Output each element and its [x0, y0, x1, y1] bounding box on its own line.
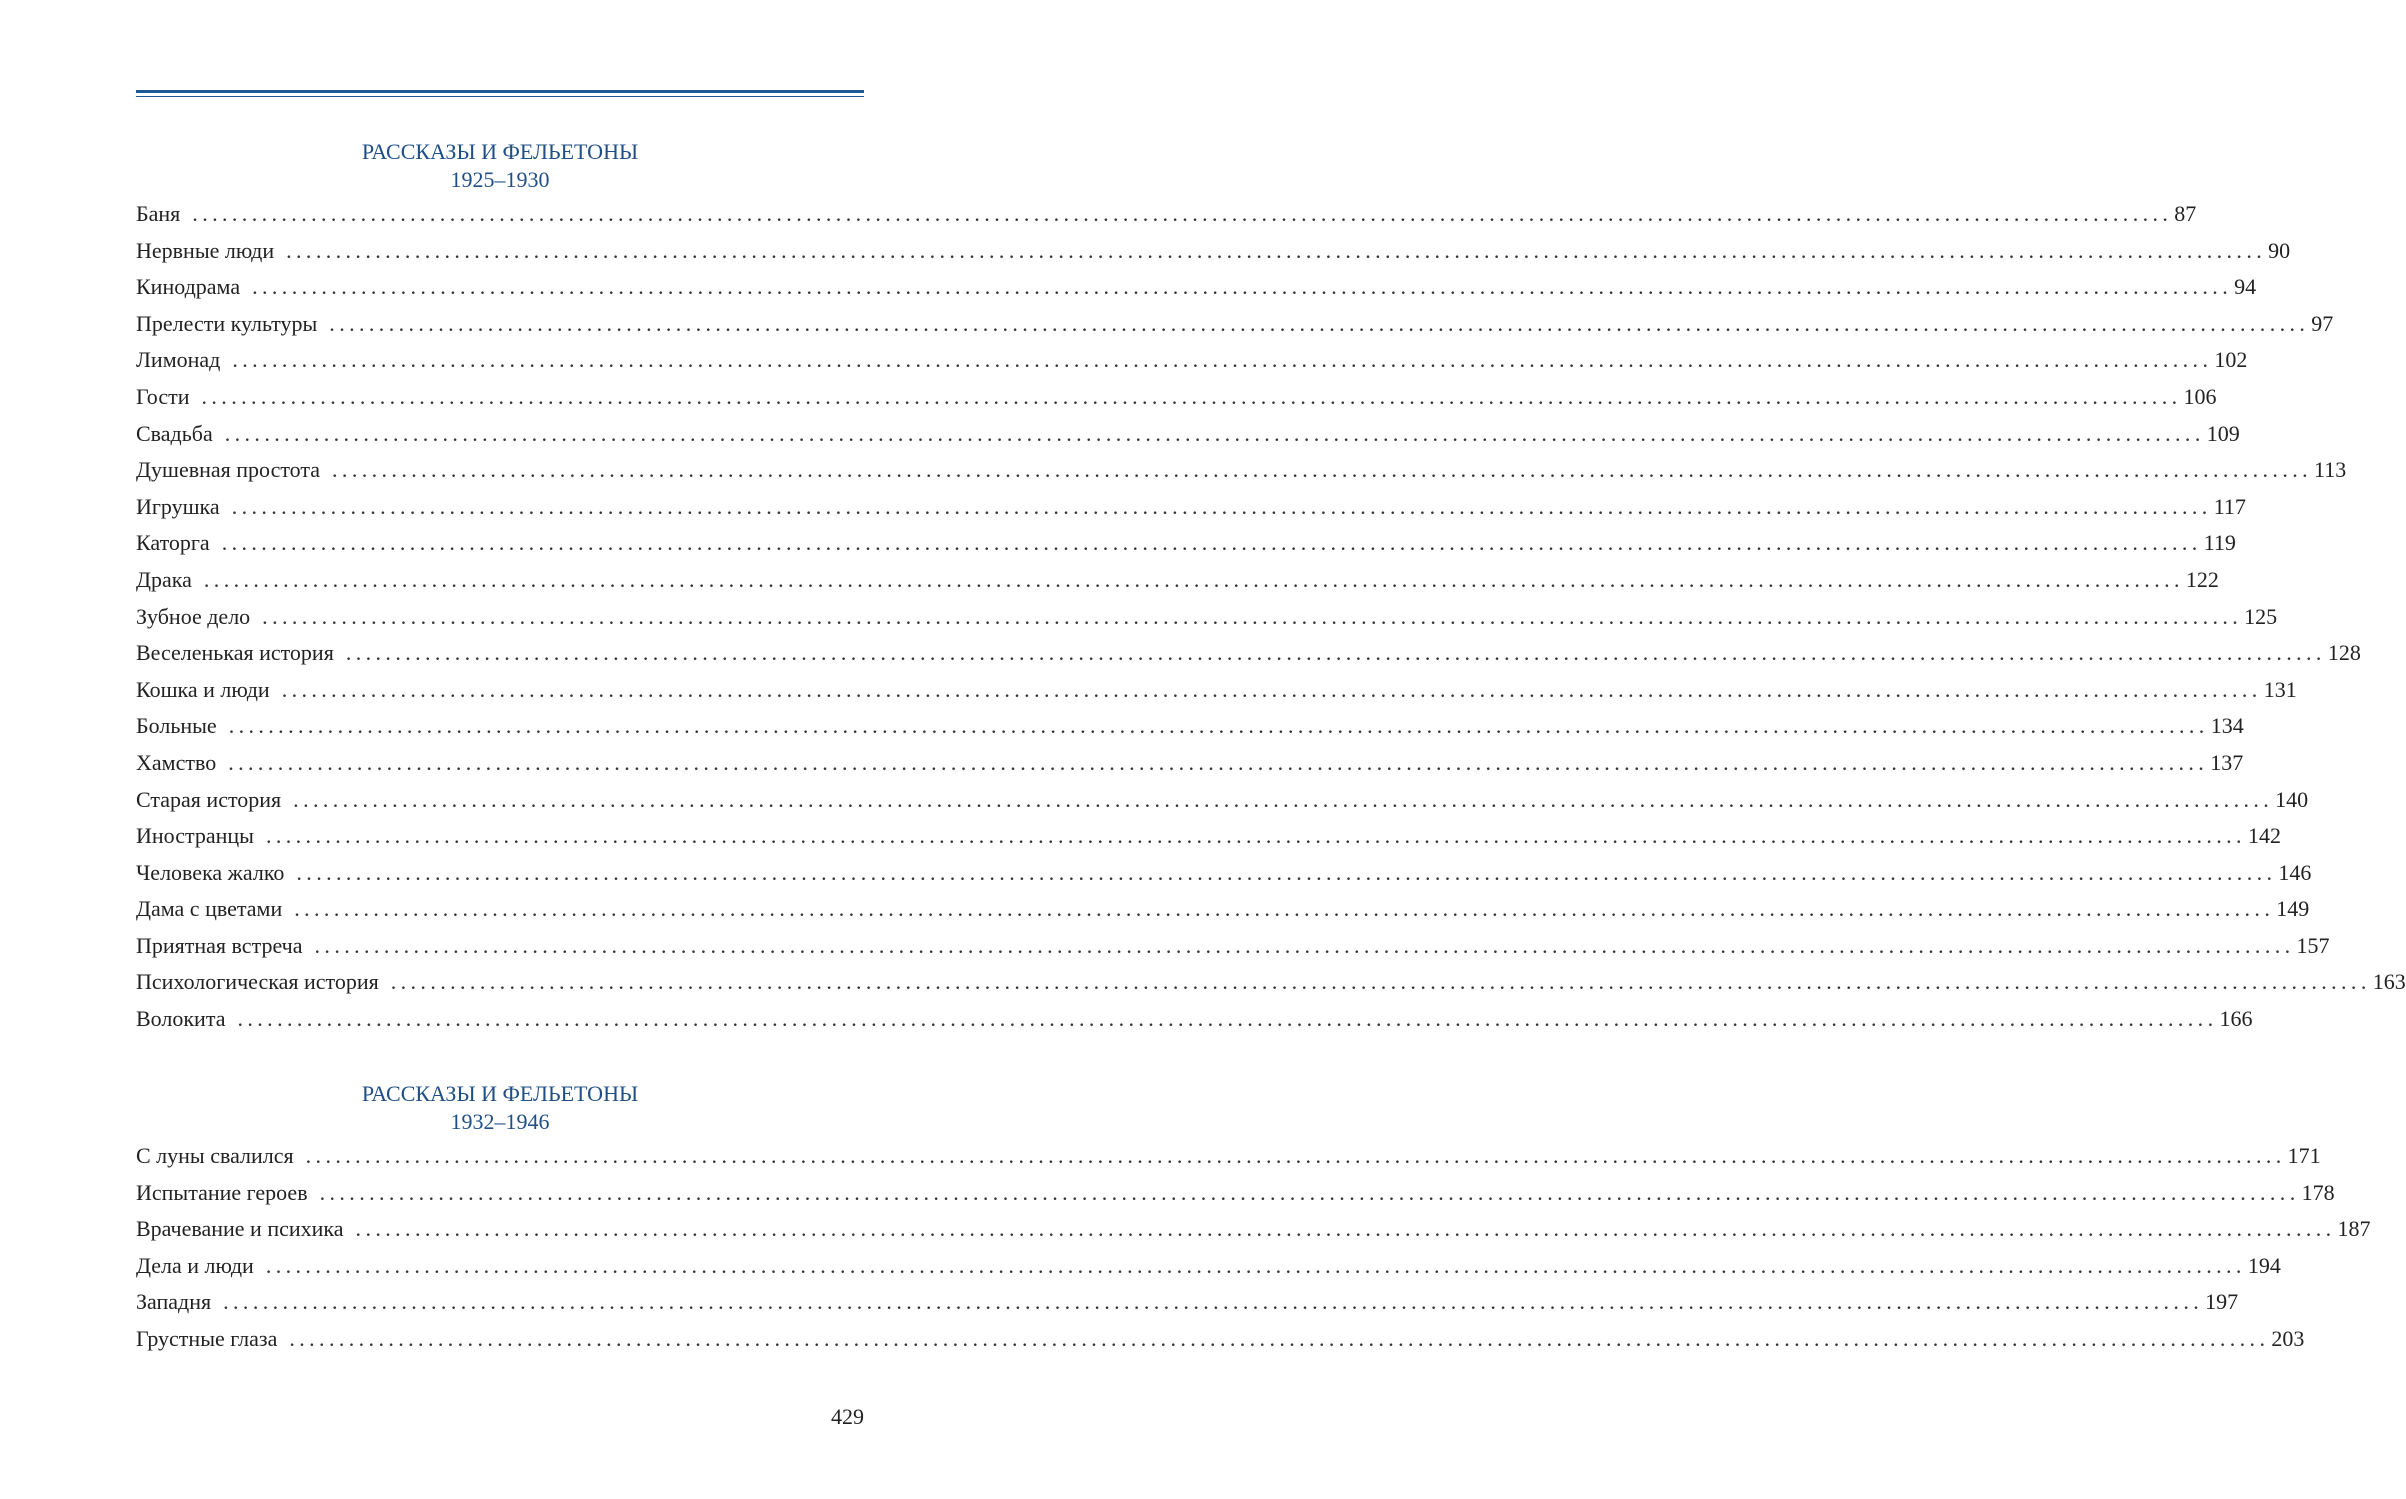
toc-entry-page: 197	[2205, 1289, 2239, 1315]
toc-entry-title: Душевная простота	[136, 457, 321, 483]
toc-entry[interactable]	[136, 818, 2281, 855]
toc-entry-page: 119	[2203, 530, 2236, 556]
toc-entry-page: 131	[2263, 676, 2297, 702]
dot-leader: ........................................................................................................................................................................................................	[329, 310, 2310, 336]
toc-entry-page: 194	[2247, 1252, 2281, 1278]
toc-entry-title: Свадьба	[136, 420, 213, 446]
dot-leader: ........................................................................................................................................................................................................	[228, 713, 2209, 739]
toc-entry-page: 166	[2219, 1006, 2253, 1032]
dot-leader: ........................................................................................................................................................................................................	[265, 823, 2246, 849]
toc-entry-page: 140	[2275, 786, 2309, 812]
dot-leader: ........................................................................................................................................................................................................	[203, 566, 2184, 592]
toc-entry-title: Прелести культуры	[136, 310, 318, 336]
toc-entry-title: Кинодрама	[136, 274, 241, 300]
toc-entry-title: Кошка и люди	[136, 676, 270, 702]
toc-entry-page: 157	[2296, 932, 2330, 958]
toc-entry[interactable]	[136, 196, 2197, 233]
header-rule-thin	[136, 96, 864, 97]
toc-entry-page: 106	[2183, 383, 2217, 409]
toc-entry[interactable]	[136, 782, 2309, 819]
toc-entry-title: Веселенькая история	[136, 640, 334, 666]
dot-leader: ........................................................................................................................................................................................................	[296, 859, 2277, 885]
section-years: 1932–1946	[450, 1109, 550, 1134]
section-heading-block	[136, 138, 864, 196]
toc-entry-title: Испытание героев	[136, 1179, 308, 1205]
section-heading: РАССКАЗЫ И ФЕЛЬЕТОНЫ	[361, 139, 639, 164]
toc-entry-page: 94	[2234, 274, 2257, 300]
dot-leader: ........................................................................................................................................................................................................	[319, 1179, 2300, 1205]
toc-entry-title: Волокита	[136, 1006, 226, 1032]
toc-entry-page: 137	[2210, 749, 2244, 775]
dot-leader: ........................................................................................................................................................................................................	[265, 1252, 2246, 1278]
toc-entry-page: 142	[2247, 823, 2281, 849]
toc-entry-page: 146	[2278, 859, 2312, 885]
dot-leader: ........................................................................................................................................................................................................	[305, 1143, 2286, 1168]
toc-entry-title: Приятная встреча	[136, 932, 303, 958]
toc-entry-title: Лимонад	[136, 347, 221, 373]
toc-entry-page: 149	[2276, 896, 2310, 922]
toc-entry-title: Драка	[136, 566, 192, 592]
section-heading: РАССКАЗЫ И ФЕЛЬЕТОНЫ	[361, 1081, 639, 1106]
toc-entry-title: Старая история	[136, 786, 282, 812]
toc-entry[interactable]	[136, 708, 2244, 745]
toc-entry-title: С луны свалился	[136, 1143, 294, 1168]
toc-entry-page: 134	[2210, 713, 2244, 739]
dot-leader: ........................................................................................................................................................................................................	[237, 1006, 2218, 1032]
toc-entry-title: Баня	[136, 201, 181, 226]
toc-entry[interactable]	[136, 489, 2246, 526]
dot-leader: ........................................................................................................................................................................................................	[281, 676, 2262, 702]
toc-entry[interactable]	[136, 1284, 2239, 1321]
toc-entry-page: 178	[2301, 1179, 2335, 1205]
toc-section-1932-1946	[136, 1080, 2371, 1358]
toc-entry-page: 128	[2327, 640, 2361, 666]
toc-entry[interactable]	[136, 1001, 2253, 1038]
toc-entry-page: 163	[2372, 969, 2406, 995]
dot-leader: ........................................................................................................................................................................................................	[332, 457, 2313, 483]
toc-entry-page: 125	[2244, 603, 2278, 629]
dot-leader: ........................................................................................................................................................................................................	[228, 749, 2209, 775]
dot-leader: ........................................................................................................................................................................................................	[289, 1325, 2270, 1351]
toc-entry-title: Дама с цветами	[136, 896, 283, 922]
toc-entry[interactable]	[136, 635, 2361, 672]
toc-entry[interactable]	[136, 342, 2248, 379]
toc-entry-page: 117	[2213, 493, 2246, 519]
toc-entry-title: Грустные глаза	[136, 1325, 278, 1351]
toc-entry[interactable]	[136, 928, 2330, 965]
dot-leader: ........................................................................................................................................................................................................	[252, 274, 2233, 300]
header-rule-thick	[136, 90, 864, 93]
dot-leader: ........................................................................................................................................................................................................	[201, 383, 2182, 409]
toc-entry-title: Гости	[136, 383, 190, 409]
toc-entry[interactable]	[136, 379, 2217, 416]
toc-entry-page: 97	[2311, 310, 2334, 336]
toc-entry-title: Дела и люди	[136, 1252, 254, 1278]
toc-entry[interactable]	[136, 1175, 2335, 1212]
toc-entry-page: 203	[2271, 1325, 2305, 1351]
dot-leader: ........................................................................................................................................................................................................	[262, 603, 2243, 629]
dot-leader: ........................................................................................................................................................................................................	[345, 640, 2326, 666]
toc-entry-title: Психологическая история	[136, 969, 379, 995]
toc-entry-title: Игрушка	[136, 493, 220, 519]
toc-entry[interactable]	[136, 306, 2334, 343]
toc-entry-title: Западня	[136, 1289, 212, 1315]
dot-leader: ........................................................................................................................................................................................................	[355, 1216, 2336, 1242]
toc-entry-title: Зубное дело	[136, 603, 251, 629]
page-number: 429	[831, 1404, 864, 1429]
toc-entry-title: Больные	[136, 713, 217, 739]
dot-leader: ........................................................................................................................................................................................................	[390, 969, 2371, 995]
toc-entry-title: Каторга	[136, 530, 210, 556]
dot-leader: ........................................................................................................................................................................................................	[294, 896, 2275, 922]
toc-entry-page: 102	[2214, 347, 2248, 373]
toc-entry-title: Человека жалко	[136, 859, 285, 885]
dot-leader: ........................................................................................................................................................................................................	[293, 786, 2274, 812]
toc-entry[interactable]	[136, 745, 2244, 782]
toc-entry-page: 109	[2206, 420, 2240, 446]
toc-entry[interactable]	[136, 562, 2219, 599]
toc-entry-title: Хамство	[136, 749, 217, 775]
dot-leader: ........................................................................................................................................................................................................	[232, 347, 2213, 373]
section-years: 1925–1930	[450, 167, 550, 192]
toc-entry[interactable]	[136, 1138, 2321, 1175]
toc-section-1925-1930	[136, 138, 2406, 1038]
dot-leader: ........................................................................................................................................................................................................	[192, 201, 2173, 226]
toc-entry[interactable]	[136, 416, 2240, 453]
toc-entry[interactable]	[136, 233, 2291, 270]
toc-entry[interactable]	[136, 891, 2310, 928]
toc-entry-page: 187	[2337, 1216, 2371, 1242]
toc-entry[interactable]	[136, 964, 2406, 1001]
toc-entry[interactable]	[136, 525, 2236, 562]
dot-leader: ........................................................................................................................................................................................................	[224, 420, 2205, 446]
toc-entry-page: 171	[2287, 1143, 2321, 1168]
toc-entry-title: Иностранцы	[136, 823, 254, 849]
toc-entry-page: 113	[2314, 457, 2347, 483]
dot-leader: ........................................................................................................................................................................................................	[286, 237, 2267, 263]
toc-entry[interactable]	[136, 855, 2312, 892]
section-heading-block	[136, 1080, 864, 1138]
toc-entry-title: Врачевание и психика	[136, 1216, 344, 1242]
toc-entry[interactable]	[136, 1248, 2281, 1285]
toc-entry[interactable]	[136, 1321, 2305, 1358]
toc-entry-title: Нервные люди	[136, 237, 275, 263]
dot-leader: ........................................................................................................................................................................................................	[221, 530, 2202, 556]
dot-leader: ........................................................................................................................................................................................................	[314, 932, 2295, 958]
dot-leader: ........................................................................................................................................................................................................	[223, 1289, 2204, 1315]
toc-entry[interactable]	[136, 1211, 2371, 1248]
toc-entry[interactable]	[136, 672, 2297, 709]
toc-entry[interactable]	[136, 452, 2347, 489]
toc-entry[interactable]	[136, 269, 2257, 306]
toc-entry-page: 87	[2174, 201, 2197, 226]
toc-entry-page: 90	[2268, 237, 2291, 263]
toc-entry[interactable]	[136, 599, 2278, 636]
dot-leader: ........................................................................................................................................................................................................	[231, 493, 2212, 519]
toc-list	[136, 1138, 2371, 1358]
toc-entry-page: 122	[2185, 566, 2219, 592]
toc-list	[136, 196, 2406, 1038]
